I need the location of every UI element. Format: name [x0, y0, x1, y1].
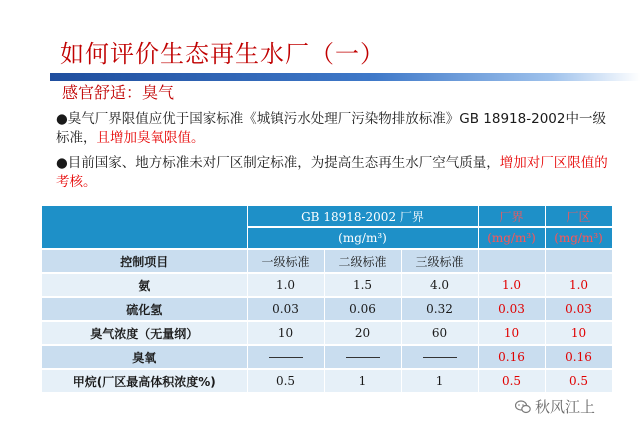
paragraph-1-highlight: 且增加臭氧限值。	[96, 130, 205, 146]
table-row	[42, 369, 612, 393]
row-item: 臭气浓度（无量纲）	[42, 321, 247, 345]
cell-l2: 0.06	[324, 297, 401, 321]
header-gb-title: GB 18918-2002 厂界	[247, 206, 478, 227]
paragraph-1-text: ●臭气厂界限值应优于国家标准《城镇污水处理厂污染物排放标准》GB 18918-2002中一级标准，	[56, 111, 606, 146]
cell-plant: 0.16	[545, 345, 612, 369]
cell-l3: 0.32	[401, 297, 478, 321]
header-plant: 厂区	[545, 206, 612, 227]
table-row	[42, 297, 612, 321]
odor-limits-table	[42, 206, 613, 394]
table-row	[42, 273, 612, 297]
cell-boundary: 1.0	[478, 273, 545, 297]
cell-l1: 1.0	[247, 273, 324, 297]
header-gb-unit: (mg/m³)	[247, 227, 478, 249]
table-header-row-1	[42, 206, 612, 227]
level-2-label: 二级标准	[324, 249, 401, 273]
cell-l2: 20	[324, 321, 401, 345]
header-plant-unit: (mg/m³)	[545, 227, 612, 249]
cell-l2: 1	[324, 369, 401, 393]
cell-plant: 1.0	[545, 273, 612, 297]
cell-l2-dash	[324, 345, 401, 369]
paragraph-1	[56, 110, 616, 148]
cell-l3: 60	[401, 321, 478, 345]
level-1-label: 一级标准	[247, 249, 324, 273]
cell-boundary: 0.5	[478, 369, 545, 393]
cell-l1: 0.03	[247, 297, 324, 321]
watermark-text: 秋风江上	[535, 398, 596, 416]
row-item: 甲烷(厂区最高体积浓度%)	[42, 369, 247, 393]
paragraph-2-highlight: 增加对厂区限值的考核。	[56, 155, 608, 190]
cell-l1-dash	[247, 345, 324, 369]
table-row	[42, 345, 612, 369]
cell-l3: 4.0	[401, 273, 478, 297]
table-levels-row	[42, 249, 612, 273]
row-item: 氨	[42, 273, 247, 297]
cell-boundary: 0.16	[478, 345, 545, 369]
page-title: 如何评价生态再生水厂（一）	[60, 40, 385, 68]
cell-l2: 1.5	[324, 273, 401, 297]
cell-plant: 0.03	[545, 297, 612, 321]
header-empty-cell	[42, 206, 247, 249]
paragraph-2-text: ●目前国家、地方标准未对厂区制定标准，为提高生态再生水厂空气质量，	[56, 155, 500, 171]
header-boundary: 厂界	[478, 206, 545, 227]
row-item: 臭氧	[42, 345, 247, 369]
level-3-label: 三级标准	[401, 249, 478, 273]
cell-boundary: 10	[478, 321, 545, 345]
cell-l3: 1	[401, 369, 478, 393]
cell-plant: 10	[545, 321, 612, 345]
watermark	[515, 396, 595, 417]
cell-plant: 0.5	[545, 369, 612, 393]
wechat-icon	[515, 400, 531, 414]
cell-boundary: 0.03	[478, 297, 545, 321]
section-subtitle: 感官舒适：臭气	[62, 83, 175, 102]
table-row	[42, 321, 612, 345]
levels-plant-empty	[545, 249, 612, 273]
levels-boundary-empty	[478, 249, 545, 273]
levels-label: 控制项目	[42, 249, 247, 273]
paragraph-2	[56, 154, 616, 192]
cell-l1: 10	[247, 321, 324, 345]
row-item: 硫化氢	[42, 297, 247, 321]
header-boundary-unit: (mg/m³)	[478, 227, 545, 249]
cell-l3-dash	[401, 345, 478, 369]
cell-l1: 0.5	[247, 369, 324, 393]
